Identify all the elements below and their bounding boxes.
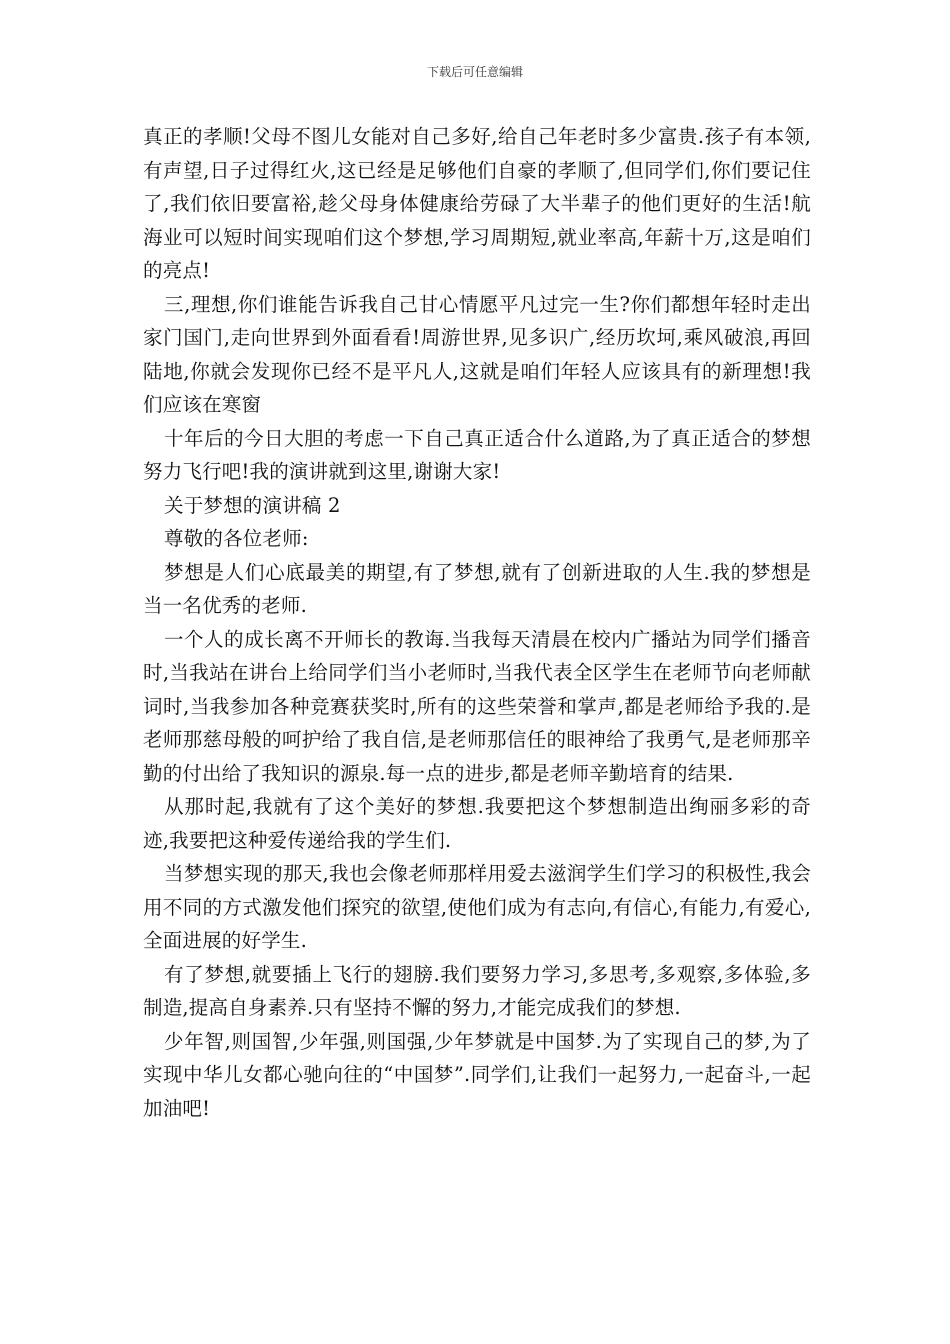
salutation: 尊敬的各位老师: xyxy=(164,527,309,550)
section-heading: 关于梦想的演讲稿 2 xyxy=(164,493,341,517)
paragraph: 梦想是人们心底最美的期望,有了梦想,就有了创新进取的人生.我的梦想是当一名优秀的老师. xyxy=(143,560,811,617)
paragraph: 少年智,则国智,少年强,则国强,少年梦就是中国梦.为了实现自己的梦,为了实现中华儿女都心驰向往的“中国梦”.同学们,让我们一起努力,一起奋斗,一起加油吧! xyxy=(143,1029,811,1120)
paragraph: 当梦想实现的那天,我也会像老师那样用爱去滋润学生们学习的积极性,我会用不同的方式激发他们探究的欲望,使他们成为有志向,有信心,有能力,有爱心,全面进展的好学生. xyxy=(143,862,811,952)
paragraph: 十年后的今日大胆的考虑一下自己真正适合什么道路,为了真正适合的梦想努力飞行吧!我的演讲就到这里,谢谢大家! xyxy=(143,426,811,483)
document-body xyxy=(143,120,811,1125)
paragraph: 真正的孝顺!父母不图儿女能对自己多好,给自己年老时多少富贵.孩子有本领,有声望,日子过得红火,这已经是足够他们自豪的孝顺了,但同学们,你们要记住了,我们依旧要富裕,趁父母身体健康给劳碌了大半辈子的他们更好的生活!航海业可以短时间实现咱们这个梦想,学习周期短,就业率高,年薪十万,这是咱们的亮点! xyxy=(143,125,811,282)
page-header-watermark: 下载后可任意编辑 xyxy=(426,65,523,79)
paragraph: 有了梦想,就要插上飞行的翅膀.我们要努力学习,多思考,多观察,多体验,多制造,提高自身素养.只有坚持不懈的努力,才能完成我们的梦想. xyxy=(143,962,811,1019)
paragraph: 从那时起,我就有了这个美好的梦想.我要把这个梦想制造出绚丽多彩的奇迹,我要把这种爱传递给我的学生们. xyxy=(143,795,811,852)
paragraph: 三,理想,你们谁能告诉我自己甘心情愿平凡过完一生?你们都想年轻时走出家门国门,走向世界到外面看看!周游世界,见多识广,经历坎坷,乘风破浪,再回陆地,你就会发现你已经不是平凡人,这就是咱们年轻人应该具有的新理想!我们应该在寒窗 xyxy=(143,292,811,416)
paragraph: 一个人的成长离不开师长的教诲.当我每天清晨在校内广播站为同学们播音时,当我站在讲台上给同学们当小老师时,当我代表全区学生在老师节向老师献词时,当我参加各种竞赛获奖时,所有的这些荣誉和掌声,都是老师给予我的.是老师那慈母般的呵护给了我自信,是老师那信任的眼神给了我勇气,是老师那辛勤的付出给了我知识的源泉.每一点的进步,都是老师辛勤培育的结果. xyxy=(143,627,811,785)
